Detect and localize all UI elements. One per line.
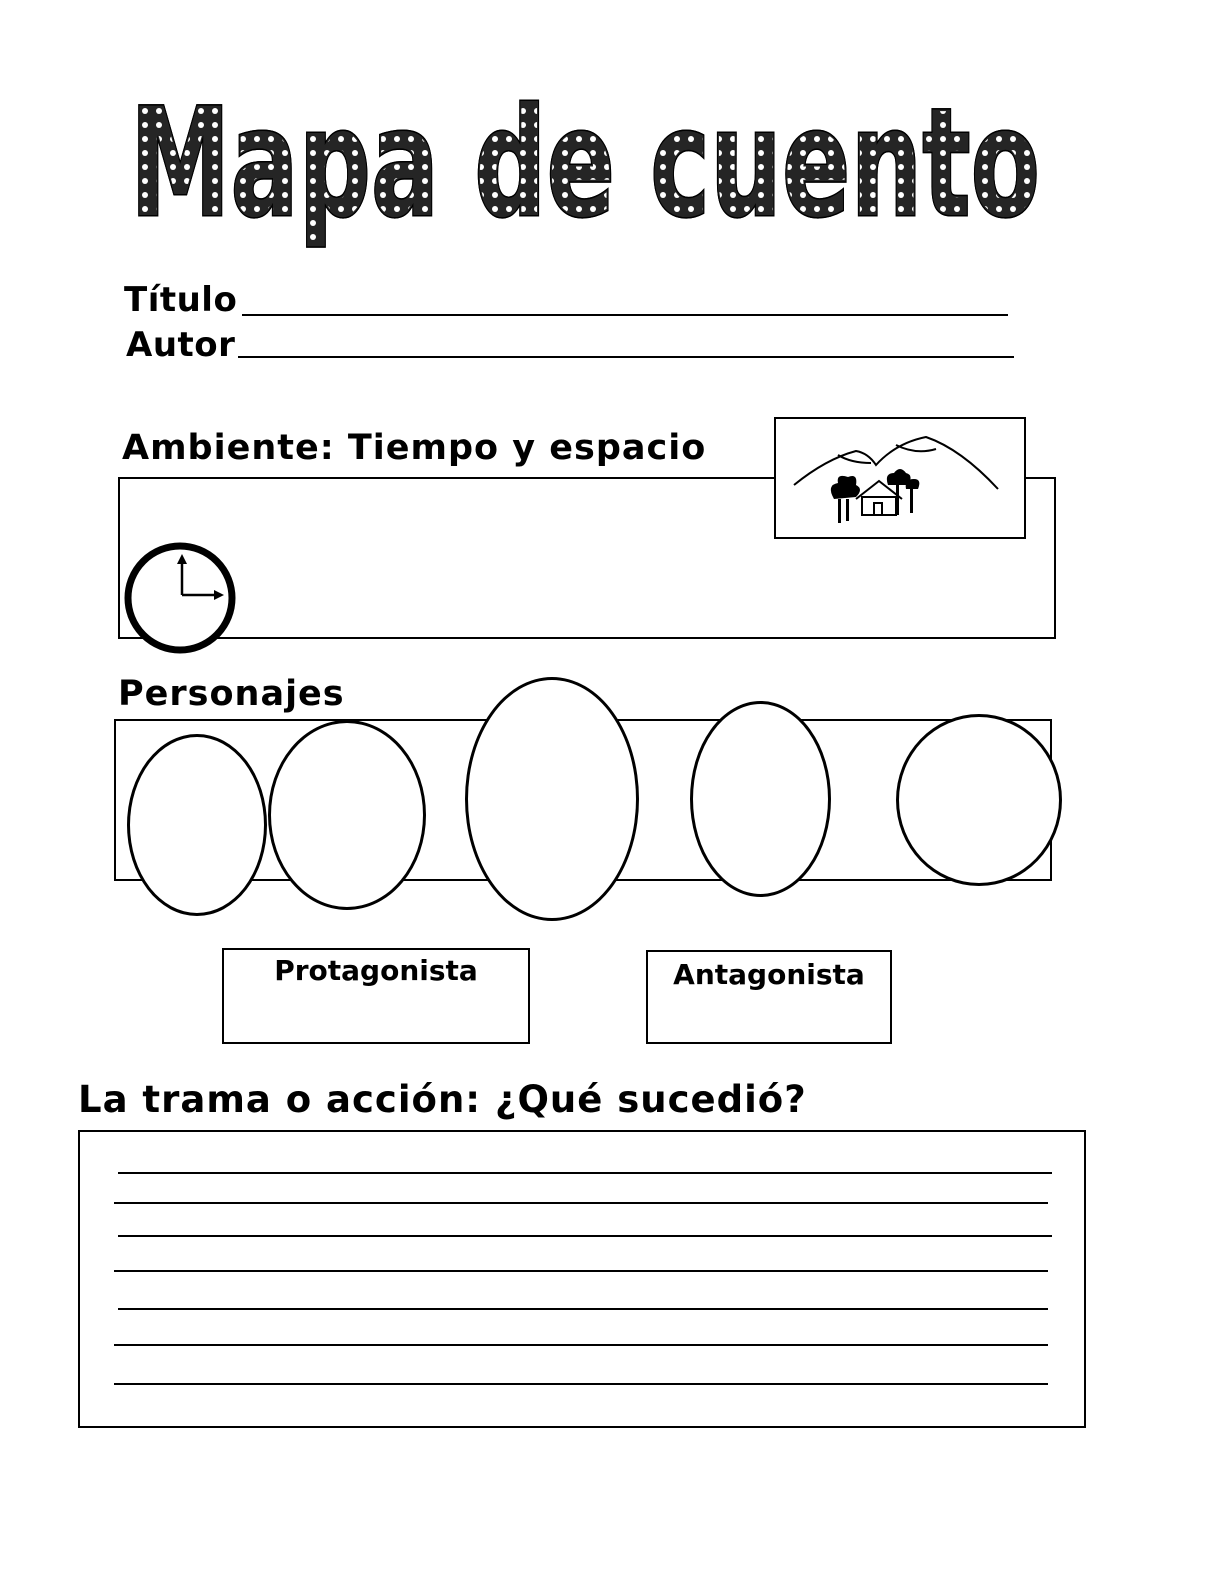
landscape-box xyxy=(774,417,1026,539)
clock-icon xyxy=(122,540,242,660)
title-pattern: Mapa de cuento xyxy=(130,77,1040,251)
character-oval-4[interactable] xyxy=(690,701,831,897)
plot-line-2 xyxy=(114,1202,1048,1204)
setting-label: Ambiente: Tiempo y espacio xyxy=(122,428,707,468)
plot-line-4 xyxy=(114,1270,1048,1272)
mountain-house-icon xyxy=(776,419,1024,537)
title-letter: Mapa de cuento xyxy=(130,77,1040,251)
protagonist-label: Protagonista xyxy=(274,954,478,987)
titulo-label: Título xyxy=(124,280,238,320)
character-oval-2[interactable] xyxy=(268,720,426,910)
page-title-art xyxy=(110,77,1070,260)
antagonist-label: Antagonista xyxy=(673,958,865,991)
page-title xyxy=(110,77,1070,260)
plot-line-1 xyxy=(118,1172,1052,1174)
plot-line-5 xyxy=(118,1308,1048,1310)
titulo-line[interactable] xyxy=(242,314,1008,316)
character-oval-5[interactable] xyxy=(896,714,1062,886)
autor-line[interactable] xyxy=(238,356,1014,358)
plot-line-3 xyxy=(118,1235,1052,1237)
character-oval-3[interactable] xyxy=(465,677,639,921)
autor-label: Autor xyxy=(126,325,236,365)
plot-line-6 xyxy=(114,1344,1048,1346)
character-oval-1[interactable] xyxy=(127,734,267,916)
plot-label: La trama o acción: ¿Qué sucedió? xyxy=(78,1078,807,1121)
protagonist-box[interactable] xyxy=(222,948,530,1044)
characters-label: Personajes xyxy=(118,674,345,714)
antagonist-box[interactable] xyxy=(646,950,892,1044)
plot-line-7 xyxy=(114,1383,1048,1385)
